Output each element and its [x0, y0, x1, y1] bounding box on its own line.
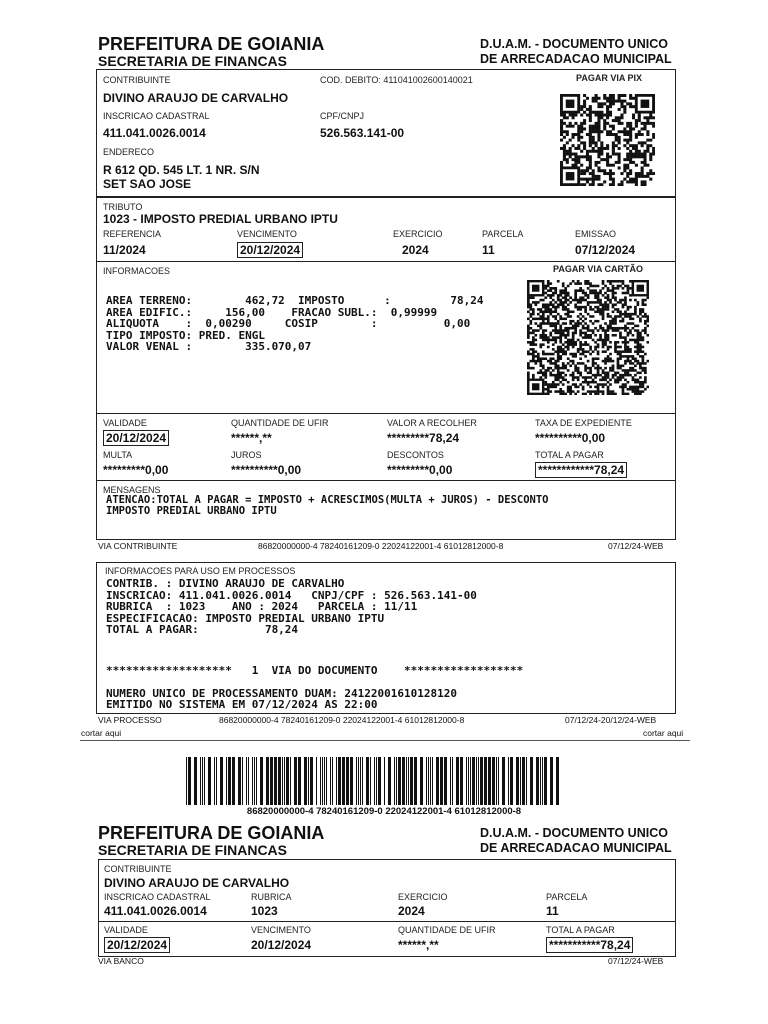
qr-code-pix-icon[interactable]	[560, 94, 655, 186]
cortar-aqui-right: cortar aqui	[643, 728, 684, 738]
informacoes-label: INFORMACOES	[103, 266, 171, 276]
total-label: TOTAL A PAGAR	[546, 925, 615, 935]
cpf-label: CPF/CNPJ	[320, 111, 365, 121]
pix-label: PAGAR VIA PIX	[576, 73, 643, 83]
tributo-value: 1023 - IMPOSTO PREDIAL URBANO IPTU	[103, 212, 338, 226]
validade-value: 20/12/2024	[104, 937, 170, 953]
total-value: ***********78,24	[546, 937, 633, 953]
via-documento: ******************* 1 VIA DO DOCUMENTO ******************	[106, 664, 524, 677]
vencimento-value: 20/12/2024	[251, 938, 312, 952]
parcela-label: PARCELA	[546, 892, 588, 902]
linha-digitavel: 86820000000-4 78240161209-0 22024122001-4 61012812000-8	[219, 715, 465, 725]
ufir-label: QUANTIDADE DE UFIR	[231, 418, 329, 428]
processo-label: INFORMACOES PARA USO EM PROCESSOS	[105, 566, 296, 576]
emissao-label: EMISSAO	[575, 229, 617, 239]
tributo-label: TRIBUTO	[103, 202, 143, 212]
mensagens-text: ATENCAO:TOTAL A PAGAR = IMPOSTO + ACRESCIMOS(MULTA + JUROS) - DESCONTO IMPOSTO PREDIAL URBANO IPTU	[106, 494, 549, 517]
exercicio-value: 2024	[398, 904, 425, 918]
vencimento-value: 20/12/2024	[237, 242, 303, 258]
cut-line[interactable]	[80, 740, 690, 741]
via-processo-date: 07/12/24-20/12/24-WEB	[565, 715, 657, 725]
prefeitura-title: PREFEITURA DE GOIANIA	[98, 34, 325, 54]
via-banco-label: VIA BANCO	[98, 956, 144, 966]
via-contribuinte-date: 07/12/24-WEB	[608, 541, 664, 551]
recolher-value: *********78,24	[387, 431, 460, 445]
rubrica-label: RUBRICA	[251, 892, 292, 902]
exercicio-label: EXERCICIO	[398, 892, 448, 902]
cod-debito: COD. DEBITO: 411041002600140021	[320, 75, 473, 85]
inscricao-value: 411.041.0026.0014	[103, 126, 206, 140]
parcela-value: 11	[546, 904, 559, 918]
ufir-label: QUANTIDADE DE UFIR	[398, 925, 496, 935]
barcode-digits: 86820000000-4 78240161209-0 22024122001-4 61012812000-8	[246, 806, 522, 817]
secretaria-title: SECRETARIA DE FINANCAS	[98, 53, 288, 69]
referencia-label: REFERENCIA	[103, 229, 162, 239]
taxa-value: **********0,00	[535, 431, 606, 445]
recolher-label: VALOR A RECOLHER	[387, 418, 477, 428]
via-banco-date: 07/12/24-WEB	[608, 956, 664, 966]
contribuinte-label: CONTRIBUINTE	[104, 864, 172, 874]
taxa-label: TAXA DE EXPEDIENTE	[535, 418, 632, 428]
mensagens-label: MENSAGENS	[103, 485, 161, 495]
emitido-em: EMITIDO NO SISTEMA EM 07/12/2024 AS 22:00	[106, 698, 378, 711]
cortar-aqui-left: cortar aqui	[81, 728, 122, 738]
processo-text: CONTRIB. : DIVINO ARAUJO DE CARVALHO INSCRICAO: 411.041.0026.0014 CNPJ/CPF : 526.563.141-00 RUBRICA : 1023 ANO : 2024 PARCELA : 11/11 ESPECIFICACAO: IMPOSTO PREDIAL URBANO IPTU TOTAL A PAGAR: 78,24	[106, 577, 477, 636]
ufir-value: ******,**	[231, 431, 272, 445]
divider	[98, 921, 676, 922]
numero-unico: NUMERO UNICO DE PROCESSAMENTO DUAM: 24122001610128120	[106, 687, 457, 700]
exercicio-value: 2024	[402, 243, 429, 257]
secretaria-title: SECRETARIA DE FINANCAS	[98, 842, 288, 858]
validade-value: 20/12/2024	[103, 430, 169, 446]
ufir-value: ******,**	[398, 938, 439, 952]
validade-label: VALIDADE	[103, 418, 147, 428]
emissao-value: 07/12/2024	[575, 243, 636, 257]
contribuinte-name: DIVINO ARAUJO DE CARVALHO	[103, 91, 289, 105]
contribuinte-name: DIVINO ARAUJO DE CARVALHO	[104, 876, 290, 890]
descontos-value: *********0,00	[387, 463, 453, 477]
duam-title-1: D.U.A.M. - DOCUMENTO UNICO	[480, 826, 668, 840]
vencimento-label: VENCIMENTO	[237, 229, 297, 239]
juros-value: **********0,00	[231, 463, 302, 477]
parcela-label: PARCELA	[482, 229, 524, 239]
descontos-label: DESCONTOS	[387, 450, 444, 460]
divider	[96, 480, 676, 481]
cpf-value: 526.563.141-00	[320, 126, 405, 140]
exercicio-label: EXERCICIO	[393, 229, 443, 239]
via-processo-label: VIA PROCESSO	[98, 715, 162, 725]
duam-title-1: D.U.A.M. - DOCUMENTO UNICO	[480, 37, 668, 51]
validade-label: VALIDADE	[104, 925, 148, 935]
linha-digitavel: 86820000000-4 78240161209-0 22024122001-4 61012812000-8	[258, 541, 504, 551]
multa-label: MULTA	[103, 450, 133, 460]
juros-label: JUROS	[231, 450, 262, 460]
divider	[96, 261, 676, 262]
informacoes-text: AREA TERRENO: 462,72 IMPOSTO : 78,24 AREA EDIFIC.: 156,00 FRACAO SUBL.: 0,99999 ALIQUOTA : 0,00290 COSIP : 0,00 TIPO IMPOSTO: PRED. ENGL VALOR VENAL : 335.070,07	[106, 294, 484, 353]
via-contribuinte-label: VIA CONTRIBUINTE	[98, 541, 178, 551]
inscricao-label: INSCRICAO CADASTRAL	[103, 111, 210, 121]
total-label: TOTAL A PAGAR	[535, 450, 604, 460]
inscricao-label: INSCRICAO CADASTRAL	[104, 892, 211, 902]
total-value: ************78,24	[535, 462, 627, 478]
multa-value: *********0,00	[103, 463, 169, 477]
qr-code-cartao-icon[interactable]	[527, 280, 649, 395]
duam-title-2: DE ARRECADACAO MUNICIPAL	[480, 841, 672, 855]
inscricao-value: 411.041.0026.0014	[104, 904, 207, 918]
rubrica-value: 1023	[251, 904, 278, 918]
vencimento-label: VENCIMENTO	[251, 925, 311, 935]
endereco-line-1: R 612 QD. 545 LT. 1 NR. S/N	[103, 163, 260, 177]
divider	[96, 413, 676, 414]
contribuinte-label: CONTRIBUINTE	[103, 75, 171, 85]
endereco-label: ENDERECO	[103, 147, 155, 157]
duam-title-2: DE ARRECADACAO MUNICIPAL	[480, 52, 672, 66]
endereco-line-2: SET SAO JOSE	[103, 177, 192, 191]
referencia-value: 11/2024	[103, 243, 146, 257]
cartao-label: PAGAR VIA CARTÃO	[553, 264, 643, 274]
parcela-value: 11	[482, 243, 495, 257]
prefeitura-title: PREFEITURA DE GOIANIA	[98, 823, 325, 843]
barcode-icon[interactable]	[186, 757, 560, 805]
